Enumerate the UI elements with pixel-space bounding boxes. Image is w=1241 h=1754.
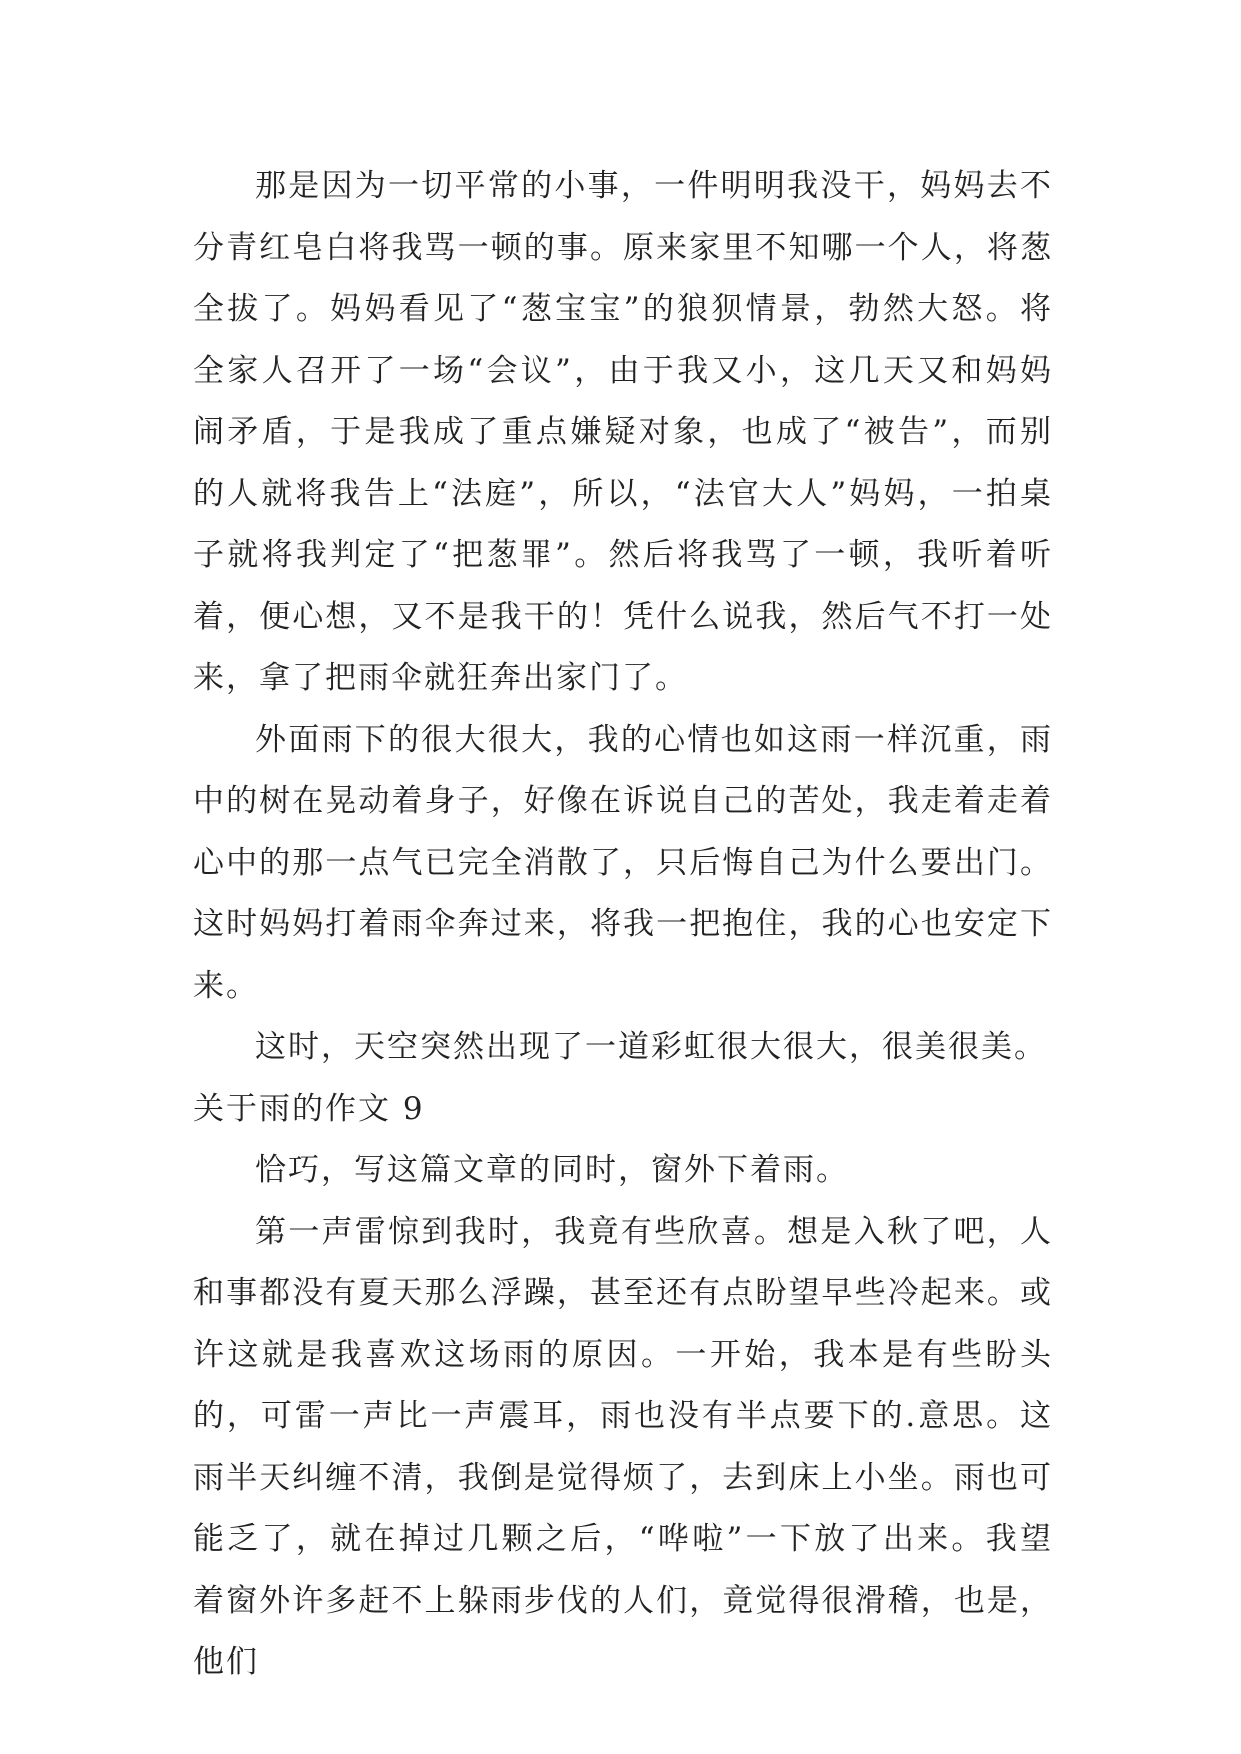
paragraph-3: 这时，天空突然出现了一道彩虹很大很大，很美很美。: [255, 1029, 1047, 1065]
paragraph-1: 那是因为一切平常的小事，一件明明我没干，妈妈去不分青红皂白将我骂一顿的事。原来家里不知哪一个人，将葱全拔了。妈妈看见了“葱宝宝”的狼狈情景，勃然大怒。将全家人召开了一场“会议”，由于我又小，这几天又和妈妈闹矛盾，于是我成了重点嫌疑对象，也成了“被告”，而别的人就将我告上“法庭”，所以，“法官大人”妈妈，一拍桌子就将我判定了“把葱罪”。然后将我骂了一顿，我听着听着，便心想，又不是我干的！凭什么说我，然后气不打一处来，拿了把雨伞就狂奔出家门了。: [193, 168, 1053, 696]
paragraph-4: 恰巧，写这篇文章的同时，窗外下着雨。: [255, 1152, 849, 1188]
paragraph-2: 外面雨下的很大很大，我的心情也如这雨一样沉重，雨中的树在晃动着身子，好像在诉说自己的苦处，我走着走着心中的那一点气已完全消散了，只后悔自己为什么要出门。这时妈妈打着雨伞奔过来，将我一把抱住，我的心也安定下来。: [193, 721, 1053, 1004]
paragraph-5: 第一声雷惊到我时，我竟有些欣喜。想是入秋了吧，人和事都没有夏天那么浮躁，甚至还有点盼望早些冷起来。或许这就是我喜欢这场雨的原因。一开始，我本是有些盼头的，可雷一声比一声震耳，雨也没有半点要下的.意思。这雨半天纠缠不清，我倒是觉得烦了，去到床上小坐。雨也可能乏了，就在掉过几颗之后，“哗啦”一下放了出来。我望着窗外许多赶不上躲雨步伐的人们，竟觉得很滑稽，也是，他们: [193, 1213, 1053, 1680]
document-body: [193, 156, 1053, 1694]
section-title: 关于雨的作文 9: [193, 1090, 425, 1127]
